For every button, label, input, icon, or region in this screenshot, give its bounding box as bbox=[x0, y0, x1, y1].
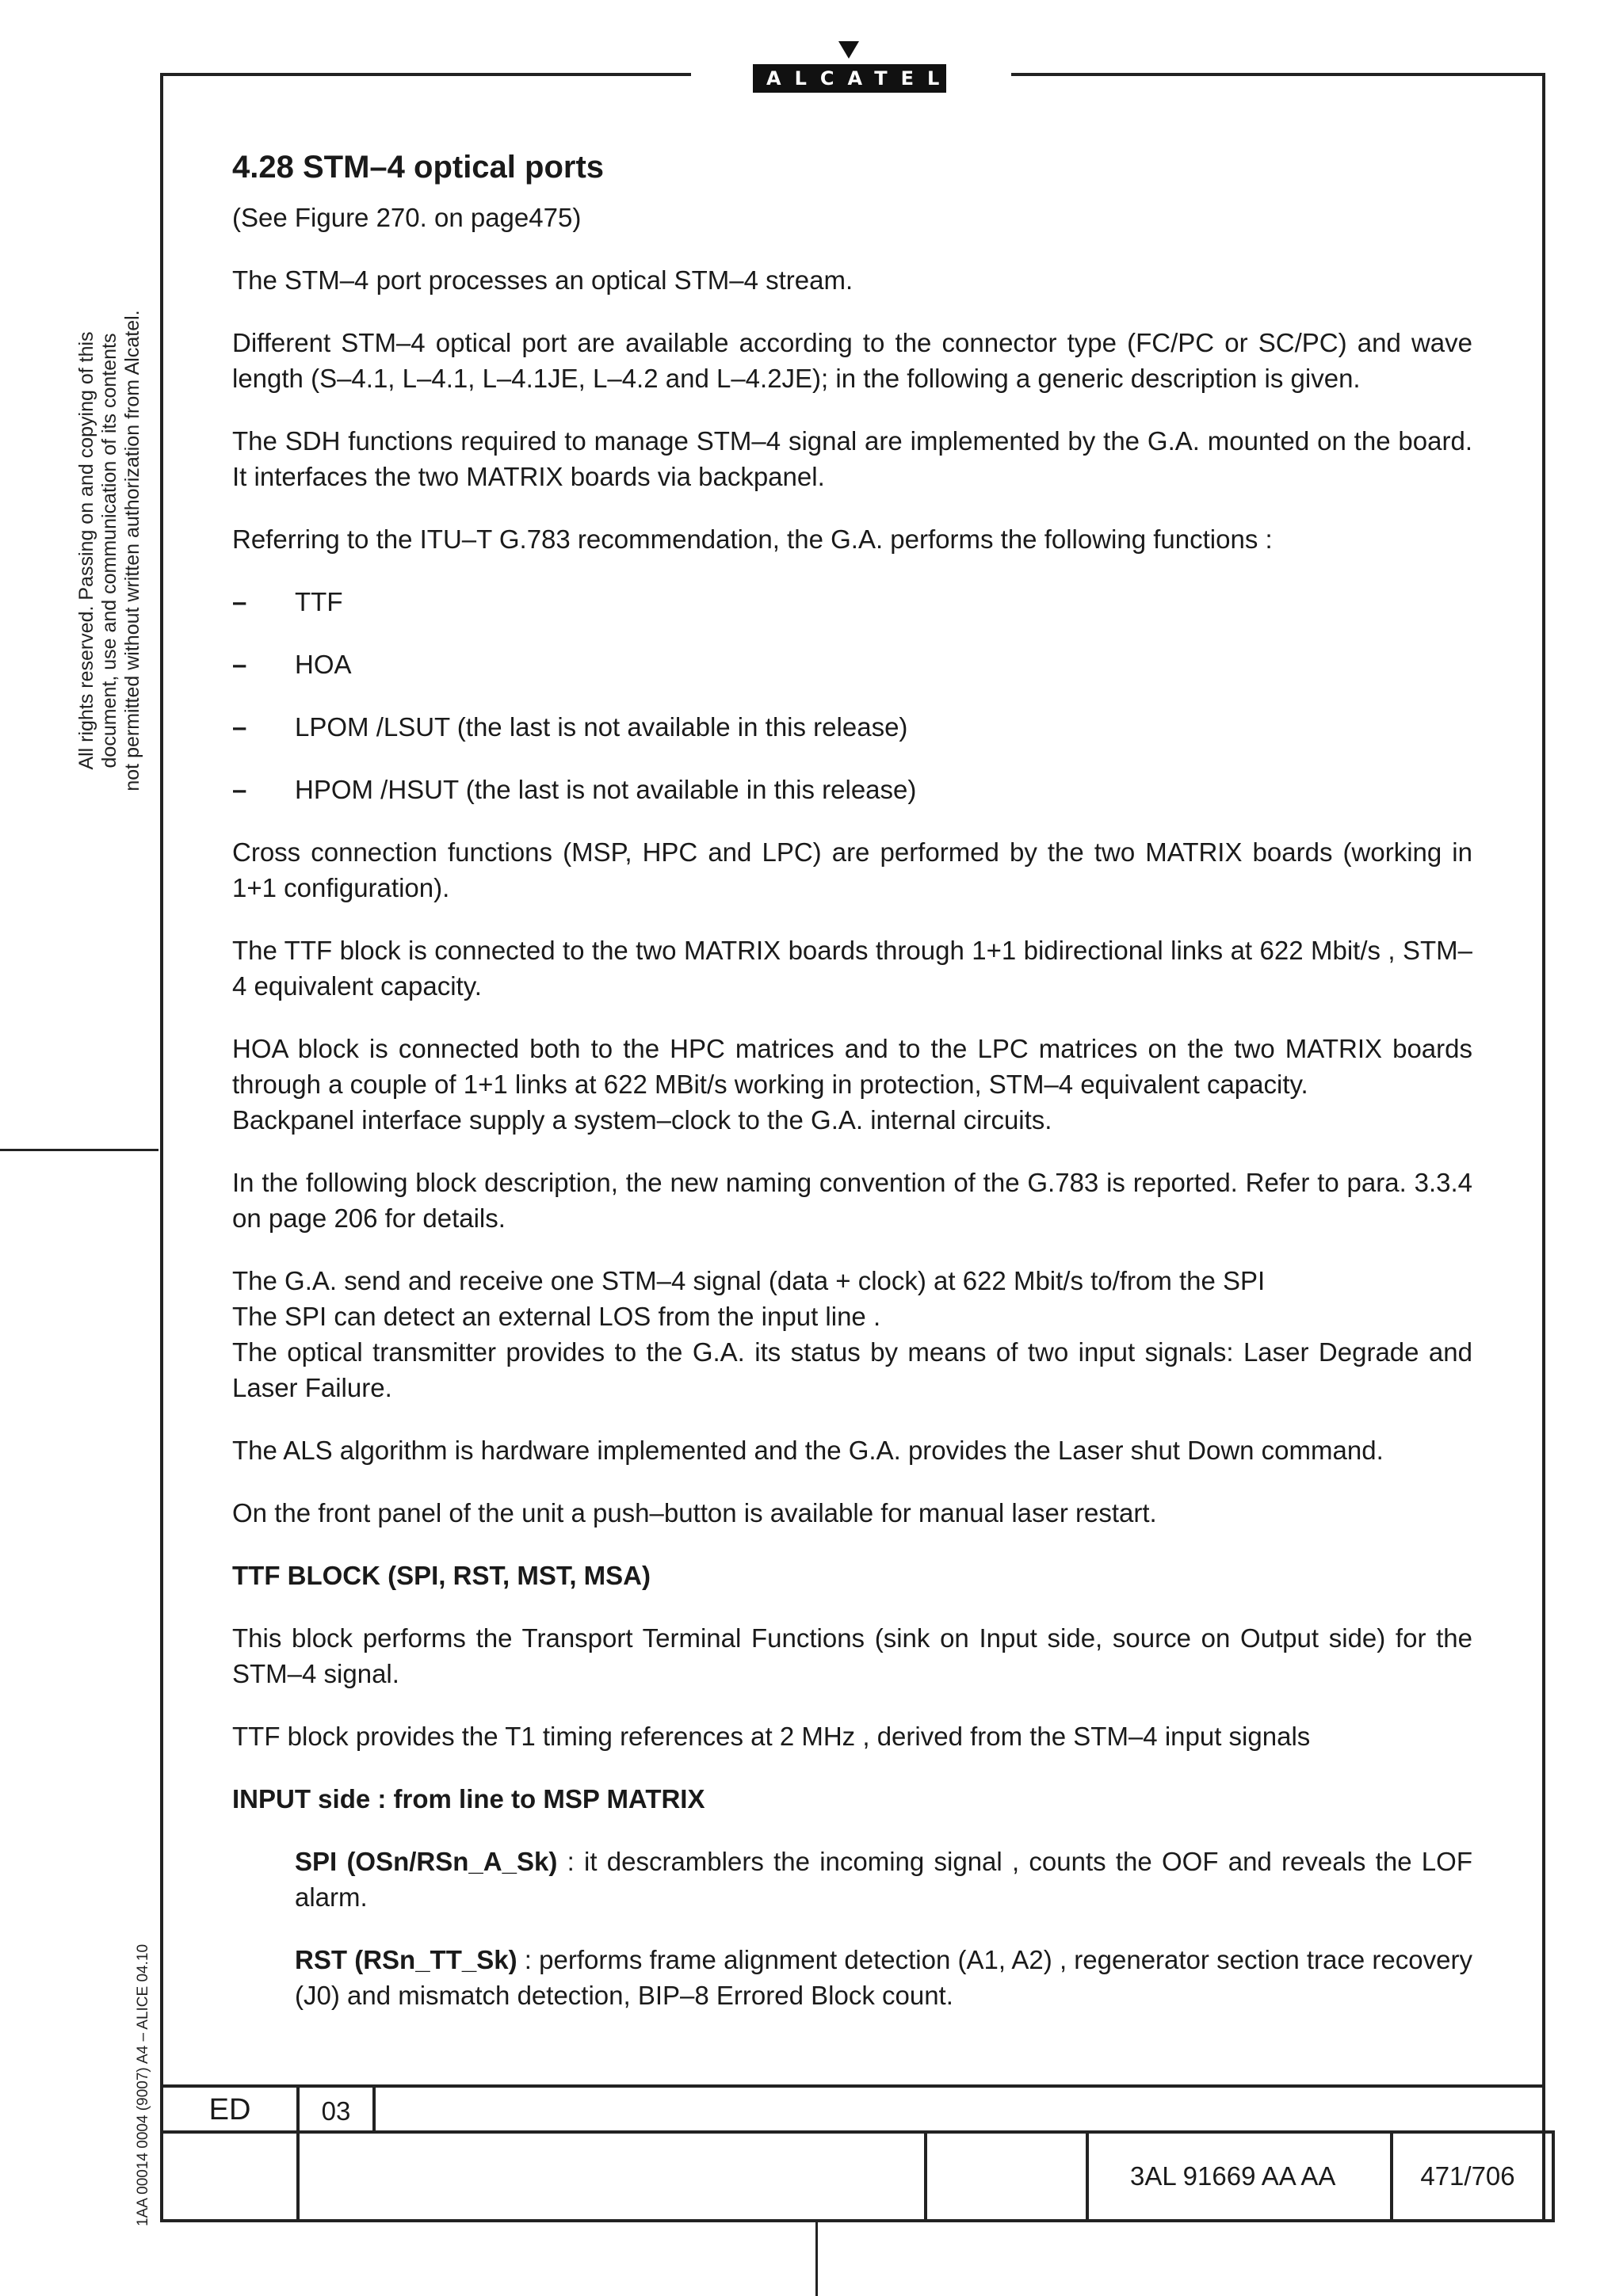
logo-text: ALCATEL bbox=[753, 64, 946, 93]
form-code: 1AA 00014 0004 (9007) A4 – ALICE 04.10 bbox=[135, 1943, 151, 2226]
definition-paragraph bbox=[295, 1942, 1472, 2013]
frame-left-rule bbox=[160, 73, 163, 2222]
frame-top-rule-left bbox=[162, 73, 691, 76]
list-item bbox=[232, 646, 1472, 682]
edition-number: 03 bbox=[296, 2084, 376, 2134]
paragraph-line: The optical transmitter provides to the G.A. its status by means of two input signals: Laser Degrade and Laser Failure. bbox=[232, 1337, 1472, 1402]
alcatel-logo bbox=[753, 38, 953, 95]
title-block bbox=[160, 2084, 1545, 2222]
paragraph bbox=[232, 1263, 1472, 1405]
frame-top-rule-right bbox=[1011, 73, 1545, 76]
copyright-line: not permitted without written authorization from Alcatel. bbox=[121, 310, 143, 791]
paragraph: The SDH functions required to manage STM–4 signal are implemented by the G.A. mounted on the board. It interfaces the two MATRIX boards via backpanel. bbox=[232, 426, 1472, 491]
list-item bbox=[232, 772, 1472, 807]
subsection-heading: TTF BLOCK (SPI, RST, MST, MSA) bbox=[232, 1561, 651, 1590]
paragraph: Cross connection functions (MSP, HPC and LPC) are performed by the two MATRIX boards (working in 1+1 configuration). bbox=[232, 837, 1472, 902]
paragraph bbox=[232, 1031, 1472, 1138]
title-block-cell bbox=[924, 2130, 1089, 2222]
paragraph-line: The SPI can detect an external LOS from the input line . bbox=[232, 1302, 881, 1331]
definition-term: RST (RSn_TT_Sk) bbox=[295, 1945, 517, 1974]
edition-label: ED bbox=[160, 2084, 300, 2134]
paragraph-line: The G.A. send and receive one STM–4 signal (data + clock) at 622 Mbit/s to/from the SPI bbox=[232, 1266, 1266, 1295]
page-number: 471/706 bbox=[1390, 2130, 1545, 2222]
paragraph: TTF block provides the T1 timing references at 2 MHz , derived from the STM–4 input signals bbox=[232, 1722, 1311, 1751]
definition-text: : it descramblers the incoming signal , counts the OOF and reveals the LOF alarm. bbox=[295, 1847, 1472, 1912]
paragraph: Different STM–4 optical port are available according to the connector type (FC/PC or SC/PC) and wave length (S–4.1, L–4.1, L–4.1JE, L–4.2 and L–4.2JE); in the following a generic description is given. bbox=[232, 328, 1472, 393]
dash-marker: – bbox=[232, 587, 247, 616]
copyright-notice bbox=[75, 273, 144, 828]
list-item-text: TTF bbox=[295, 587, 343, 616]
section-heading: 4.28 STM–4 optical ports bbox=[232, 150, 605, 185]
function-list bbox=[232, 584, 1472, 807]
dash-marker: – bbox=[232, 775, 247, 804]
copyright-line: document, use and communication of its contents bbox=[98, 333, 120, 769]
paragraph: The TTF block is connected to the two MATRIX boards through 1+1 bidirectional links at 622 Mbit/s , STM–4 equivalent capacity. bbox=[232, 936, 1472, 1001]
bottom-center-mark bbox=[815, 2222, 818, 2296]
list-item-text: HPOM /HSUT (the last is not available in this release) bbox=[295, 775, 917, 804]
paragraph: On the front panel of the unit a push–button is available for manual laser restart. bbox=[232, 1498, 1157, 1527]
paragraph-line: Backpanel interface supply a system–clock to the G.A. internal circuits. bbox=[232, 1105, 1052, 1135]
logo-triangle-icon bbox=[838, 41, 859, 59]
dash-marker: – bbox=[232, 712, 247, 742]
copyright-line: All rights reserved. Passing on and copying of this bbox=[75, 331, 97, 770]
title-block-cell bbox=[372, 2084, 1545, 2134]
title-block-cell bbox=[160, 2130, 300, 2222]
dash-marker: – bbox=[232, 650, 247, 679]
list-item-text: LPOM /LSUT (the last is not available in this release) bbox=[295, 712, 908, 742]
paragraph: In the following block description, the new naming convention of the G.783 is reported. Refer to para. 3.3.4 on page 206 for details. bbox=[232, 1168, 1472, 1233]
paragraph: This block performs the Transport Terminal Functions (sink on Input side, source on Output side) for the STM–4 signal. bbox=[232, 1623, 1472, 1688]
document-body bbox=[232, 143, 1472, 2040]
paragraph: The STM–4 port processes an optical STM–4 stream. bbox=[232, 265, 854, 295]
title-block-cell bbox=[296, 2130, 927, 2222]
list-item bbox=[232, 709, 1472, 745]
figure-reference: (See Figure 270. on page475) bbox=[232, 203, 582, 232]
frame-right-rule bbox=[1542, 73, 1545, 2222]
list-item bbox=[232, 584, 1472, 620]
definition-paragraph bbox=[295, 1844, 1472, 1915]
fold-mark bbox=[0, 1149, 158, 1151]
document-code: 3AL 91669 AA AA bbox=[1086, 2130, 1555, 2222]
definition-text: : performs frame alignment detection (A1, A2) , regenerator section trace recovery (J0) and mismatch detection, BIP–8 Errored Block count. bbox=[295, 1945, 1472, 2010]
definition-term: SPI (OSn/RSn_A_Sk) bbox=[295, 1847, 558, 1876]
list-item-text: HOA bbox=[295, 650, 352, 679]
paragraph-line: HOA block is connected both to the HPC matrices and to the LPC matrices on the two MATRIX boards through a couple of 1+1 links at 622 MBit/s working in protection, STM–4 equivalent capacity. bbox=[232, 1034, 1472, 1099]
subsection-heading: INPUT side : from line to MSP MATRIX bbox=[232, 1784, 705, 1814]
paragraph: Referring to the ITU–T G.783 recommendation, the G.A. performs the following functions : bbox=[232, 524, 1273, 554]
paragraph: The ALS algorithm is hardware implemented and the G.A. provides the Laser shut Down command. bbox=[232, 1436, 1384, 1465]
